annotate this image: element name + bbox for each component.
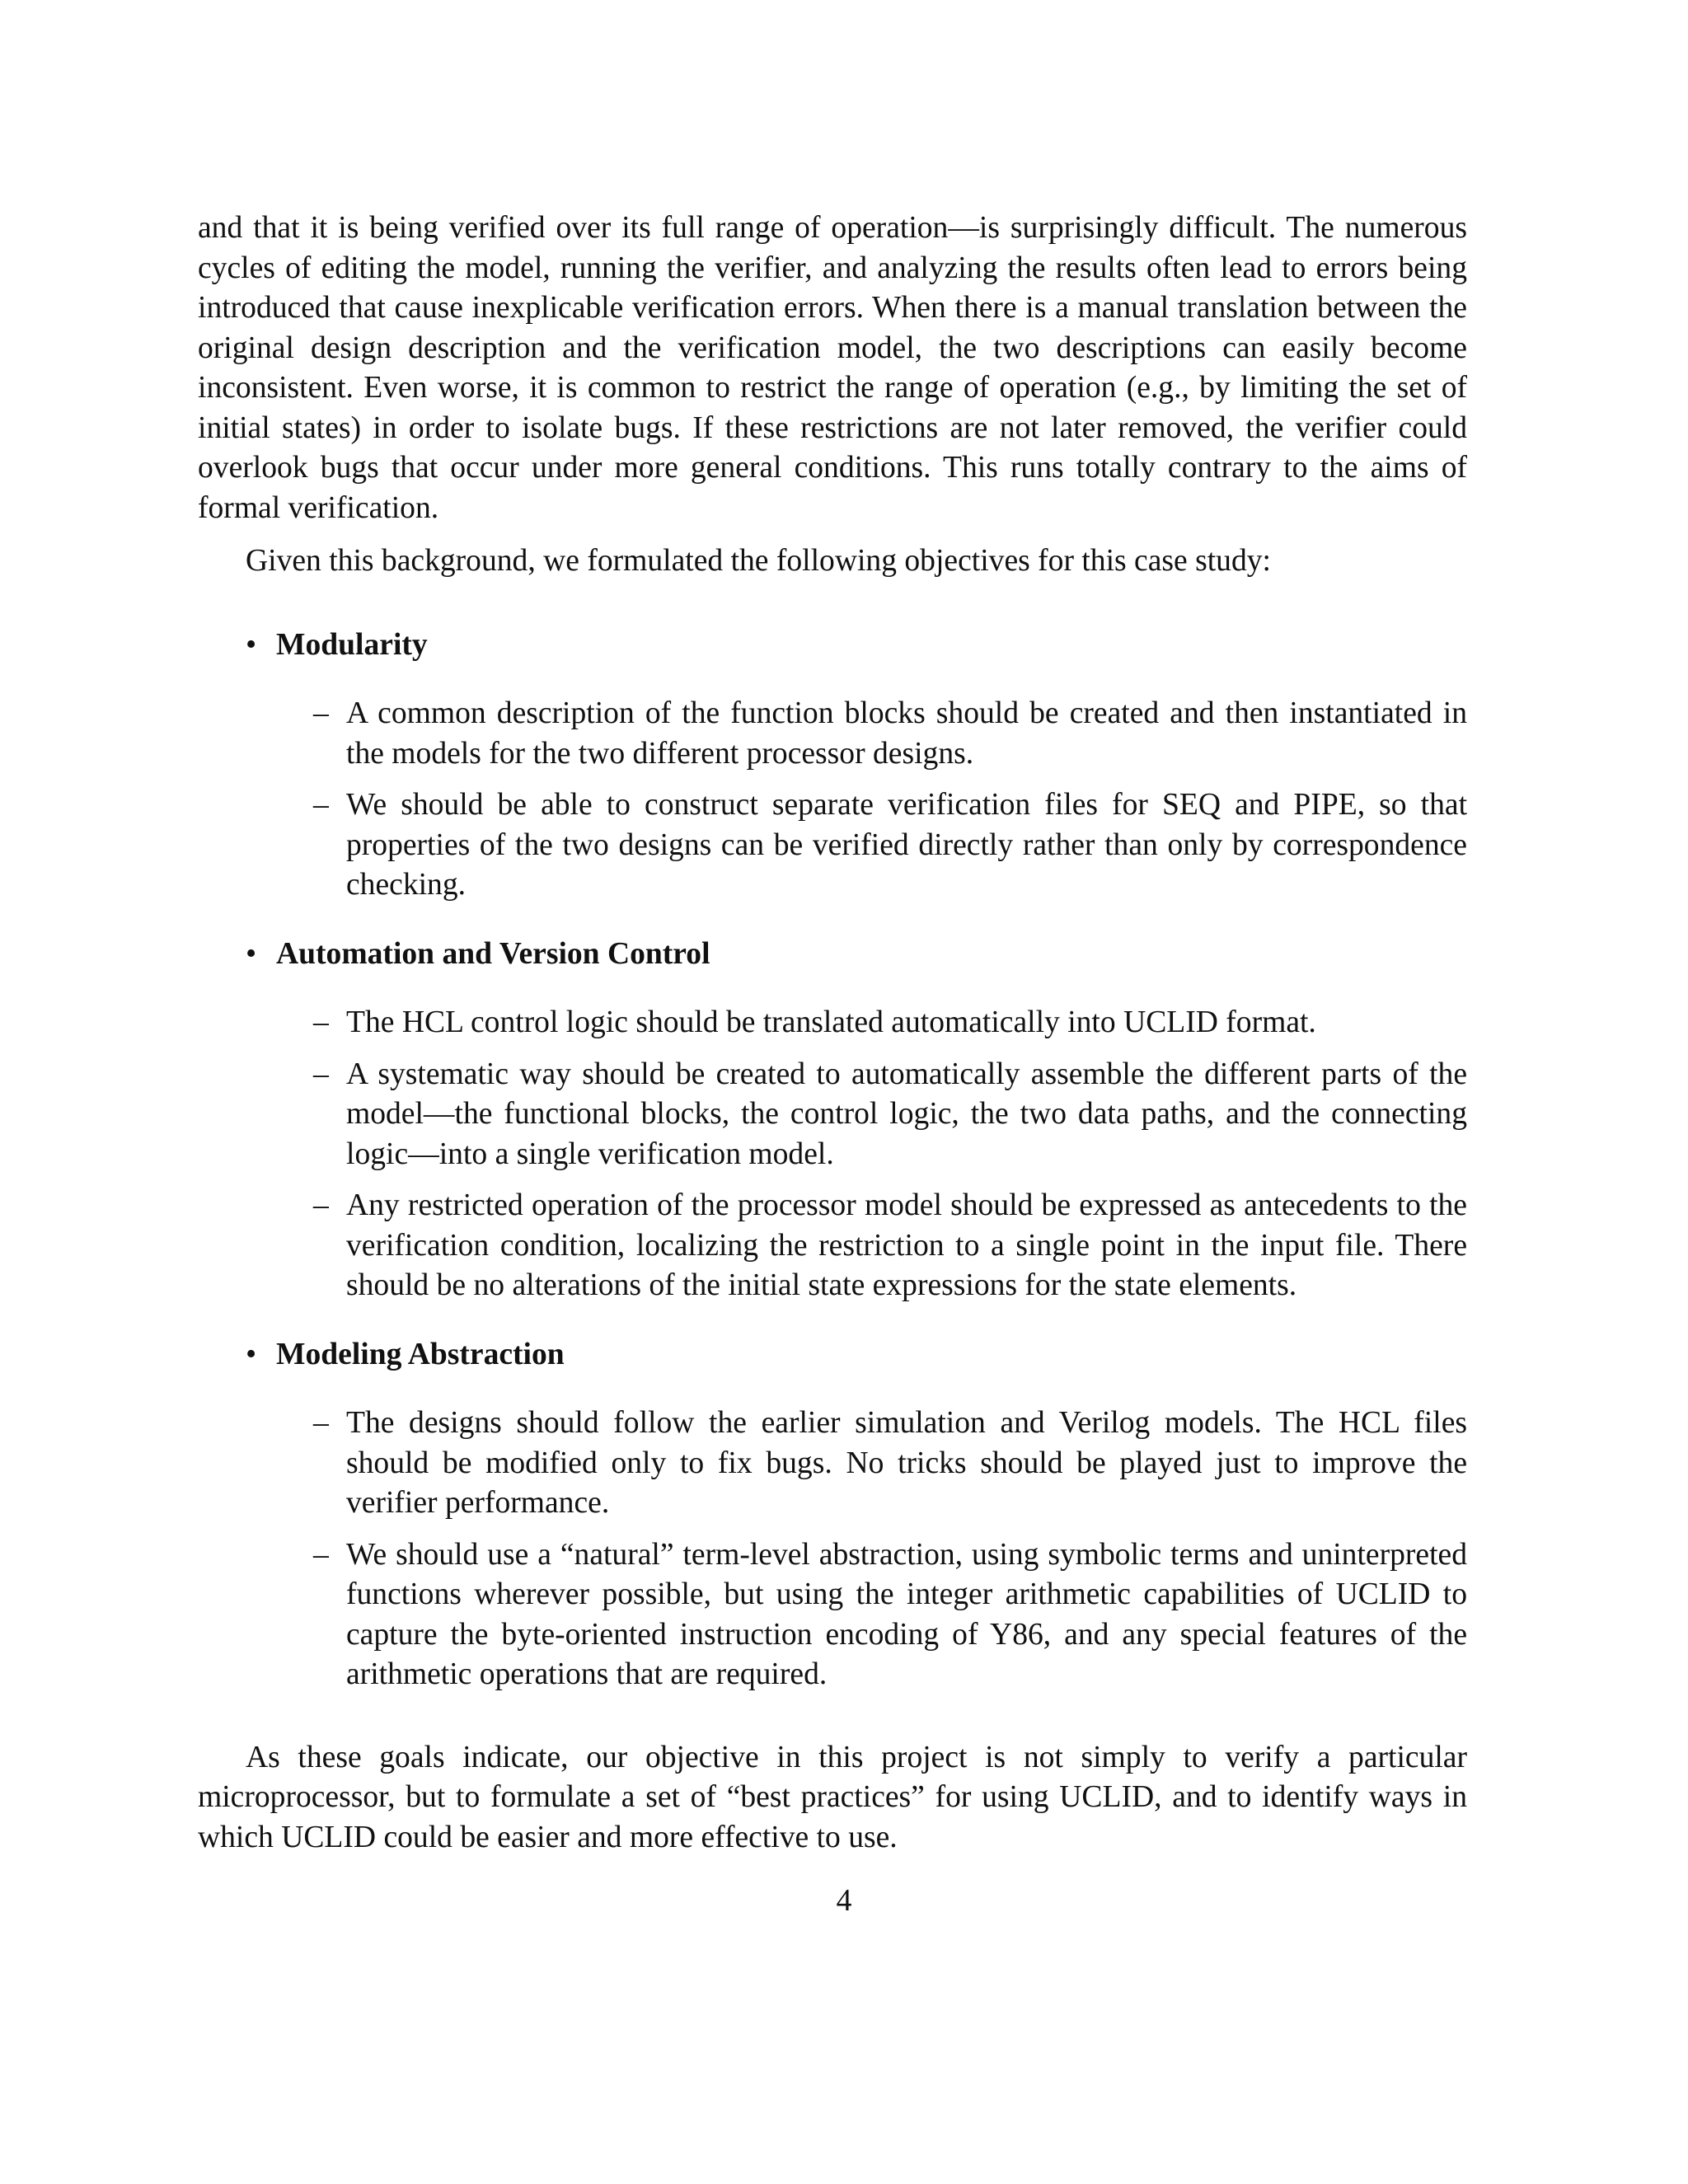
uclid-name: UCLID [1123, 1005, 1218, 1039]
bullet-icon: • [246, 627, 257, 662]
list-item-text-end: to capture the byte-oriented instruction encoding of Y86, and any special features of the arithmetic operations that are required. [346, 1577, 1468, 1691]
automation-list [198, 1003, 1467, 1306]
uclid-name: UCLID [1059, 1780, 1155, 1814]
list-item [198, 1003, 1467, 1043]
list-item-text: A common description of the function blocks should be created and then instantiated in the models for the two different processor designs. [346, 696, 1467, 771]
intro-paragraph: and that it is being verified over its full range of operation—is surprisingly difficult. The numerous cycles of editing the model, running the verifier, and analyzing the results often lead to errors being introduced that cause inexplicable verification errors. When there is a manual translation between the original design description and the verification model, the two descriptions can easily become inconsistent. Even worse, it is common to restrict the range of operation (e.g., by limiting the set of initial states) in order to isolate bugs. If these restrictions are not later removed, the verifier could overlook bugs that occur under more general conditions. This runs totally contrary to the aims of formal verification. [198, 211, 1467, 525]
list-item-text-start: We should be able to construct separate verification files for [346, 788, 1162, 822]
section-heading-label: Modeling Abstraction [276, 1337, 565, 1371]
modularity-list [198, 694, 1467, 906]
section-heading-modularity [198, 626, 1467, 666]
list-item [198, 1055, 1467, 1175]
section-heading-modeling-abstraction [198, 1335, 1467, 1376]
section-heading-automation [198, 935, 1467, 975]
list-item-text: Any restricted operation of the processor model should be expressed as antecedents to the verification condition, localizing the restriction to a single point in the input file. There should be no alterations of the initial state expressions for the state elements. [346, 1188, 1467, 1302]
page-number: 4 [836, 1884, 852, 1918]
list-item-text: A systematic way should be created to automatically assemble the different parts of the model—the functional blocks, the control logic, the two data paths, and the connecting logic—into a single verification model. [346, 1057, 1467, 1171]
dash-icon: – [313, 1057, 329, 1091]
dash-icon: – [313, 1406, 329, 1440]
list-item-text-mid: and [1220, 788, 1294, 822]
section-heading-label: Automation and Version Control [276, 936, 710, 971]
list-item-text-end: , so that properties of the two designs can be verified directly rather than only by correspondence checking. [346, 788, 1468, 902]
closing-text-mid: , and to identify ways in which [198, 1780, 1467, 1854]
abstraction-list [198, 1404, 1467, 1695]
list-item [198, 694, 1467, 774]
uclid-name: UCLID [281, 1820, 377, 1854]
dash-icon: – [313, 1005, 329, 1039]
dash-icon: – [313, 1537, 329, 1572]
dash-icon: – [313, 696, 329, 730]
list-item [198, 785, 1467, 906]
closing-text-end: could be easier and more effective to use. [376, 1820, 898, 1854]
seq-name: SEQ [1161, 788, 1221, 822]
section-heading-label: Modularity [276, 627, 428, 662]
list-item-text-end: format. [1217, 1005, 1316, 1039]
list-item-text-start: The HCL control logic should be translated automatically into [346, 1005, 1124, 1039]
list-item-text: The designs should follow the earlier simulation and Verilog models. The HCL files should be modified only to fix bugs. No tricks should be played just to improve the verifier performance. [346, 1406, 1467, 1520]
list-item-text-start: We should use a “natural” term-level abstraction, using symbolic terms and uninterpreted functions wherever possible, but using the integer arithmetic capabilities of [346, 1537, 1467, 1611]
closing-paragraph [198, 1738, 1467, 1858]
pipe-name: PIPE [1293, 788, 1357, 822]
closing-text-start: As these goals indicate, our objective in this project is not simply to verify a particular microprocessor, but to formulate a set of “best practices” for using [198, 1740, 1467, 1814]
list-item [198, 1404, 1467, 1524]
bullet-icon: • [246, 1337, 257, 1371]
uclid-name: UCLID [1335, 1577, 1431, 1611]
dash-icon: – [313, 1188, 329, 1222]
list-item [198, 1535, 1467, 1695]
list-item [198, 1186, 1467, 1306]
page-body [198, 209, 1467, 1858]
bullet-icon: • [246, 936, 257, 971]
objectives-lead-in: Given this background, we formulated the following objectives for this case study: [246, 544, 1271, 578]
dash-icon: – [313, 788, 329, 822]
